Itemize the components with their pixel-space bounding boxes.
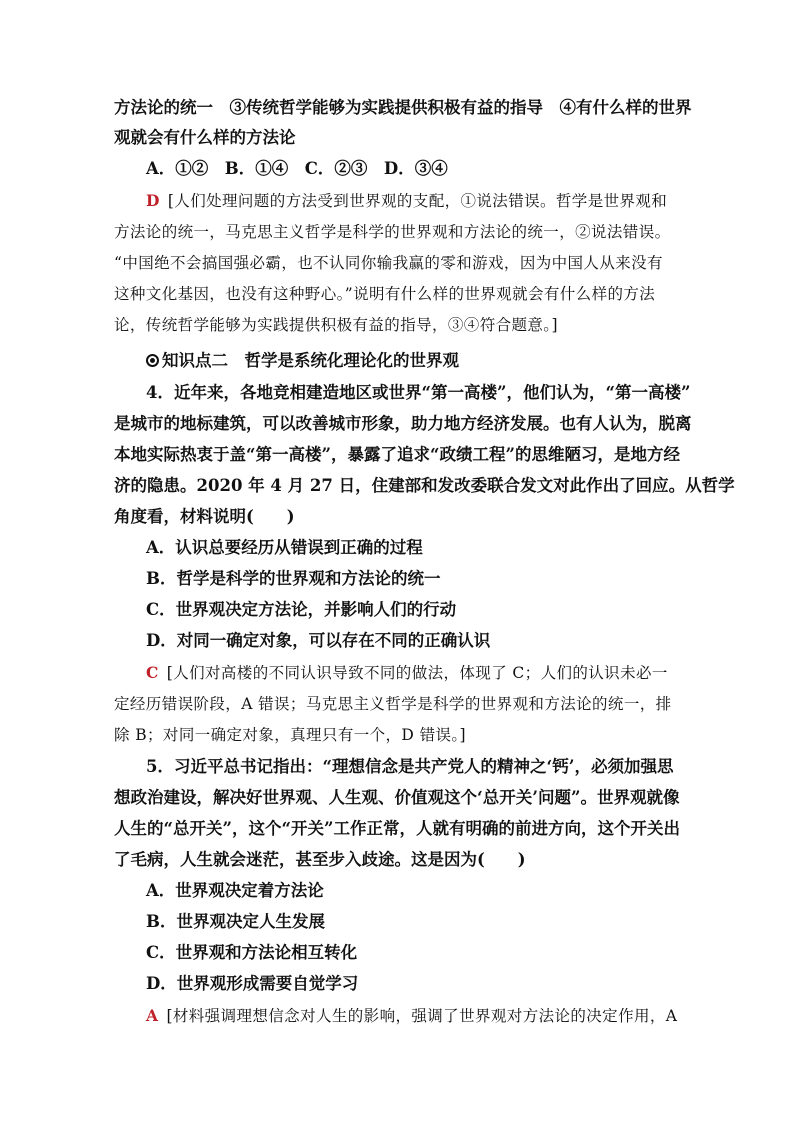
q3-answer-key: D: [146, 191, 160, 210]
q5-option-c: C．世界观和方法论相互转化: [146, 943, 358, 962]
q3-explanation-line-4: 这种文化基因，也没有这种野心。”说明有什么样的世界观就会有什么样的方法: [114, 285, 656, 303]
q4-explanation-text: [人们对高楼的不同认识导致不同的做法，体现了 C；人们的认识未必一: [166, 664, 668, 682]
q5-answer-key: A: [146, 1006, 159, 1025]
q4-stem-line-1: 4．近年来，各地竞相建造地区或世界“第一高楼”，他们认为，“第一高楼”: [146, 383, 691, 402]
q5-stem-line-3: 人生的“总开关”，这个“开关”工作正常，人就有明确的前进方向，这个开关出: [114, 819, 680, 838]
q4-stem-line-3: 本地实际热衷于盖“第一高楼”，暴露了追求“政绩工程”的思维陋习，是地方经: [114, 445, 680, 464]
q4-option-d: D．对同一确定对象，可以存在不同的正确认识: [146, 631, 491, 650]
q4-stem-line-4: 济的隐患。2020 年 4 月 27 日，住建部和发改委联合发文对此作出了回应。从哲学: [114, 476, 735, 495]
q5-stem-line-1: 5．习近平总书记指出：“理想信念是共产党人的精神之‘钙’，必须加强思: [146, 757, 674, 776]
q5-stem-line-2: 想政治建设，解决好世界观、人生观、价值观这个‘总开关’问题”。世界观就像: [114, 788, 680, 807]
q3-explanation-text: [人们处理问题的方法受到世界观的支配，①说法错误。哲学是世界观和: [167, 192, 668, 210]
q4-option-c: C．世界观决定方法论，并影响人们的行动: [146, 600, 457, 619]
q4-option-a: A．认识总要经历从错误到正确的过程: [146, 538, 423, 557]
q5-explanation-text: [材料强调理想信念对人生的影响，强调了世界观对方法论的决定作用，A: [166, 1007, 678, 1025]
q5-option-b: B．世界观决定人生发展: [146, 912, 325, 931]
q3-explanation-line-5: 论，传统哲学能够为实践提供积极有益的指导，③④符合题意。]: [114, 316, 558, 334]
q3-stem-line-2: 观就会有什么样的方法论: [114, 128, 296, 147]
q5-option-a: A．世界观决定着方法论: [146, 881, 324, 900]
q3-explanation-line-2: 方法论的统一，马克思主义哲学是科学的世界观和方法论的统一，②说法错误。: [114, 223, 671, 241]
q4-answer-key: C: [146, 663, 159, 682]
q4-explanation-line-1: [146, 661, 668, 685]
q4-option-b: B．哲学是科学的世界观和方法论的统一: [146, 569, 441, 588]
q4-explanation-line-2: 定经历错误阶段，A 错误；马克思主义哲学是科学的世界观和方法论的统一，排: [114, 695, 672, 713]
q3-explanation-line-1: [146, 189, 667, 213]
q3-explanation-line-3: “中国绝不会搞国强必霸，也不认同你输我赢的零和游戏，因为中国人从来没有: [114, 254, 663, 272]
q5-explanation-line-1: [146, 1004, 677, 1028]
q3-options: A．①② B．①④ C．②③ D．③④: [146, 159, 448, 178]
bullet-circle-icon: [146, 354, 159, 367]
q5-stem-line-4: 了毛病，人生就会迷茫，甚至步入歧途。这是因为( ): [114, 850, 526, 869]
q3-stem-line-1: 方法论的统一 ③传统哲学能够为实践提供积极有益的指导 ④有什么样的世界: [114, 98, 692, 117]
q4-stem-line-5: 角度看，材料说明( ): [114, 507, 295, 526]
section-title: 知识点二 哲学是系统化理论化的世界观: [162, 351, 459, 370]
q5-option-d: D．世界观形成需要自觉学习: [146, 974, 359, 993]
q4-stem-line-2: 是城市的地标建筑，可以改善城市形象，助力地方经济发展。也有人认为，脱离: [114, 414, 692, 433]
section-heading: [146, 349, 459, 373]
q4-explanation-line-3: 除 B；对同一确定对象，真理只有一个，D 错误。]: [114, 726, 466, 744]
